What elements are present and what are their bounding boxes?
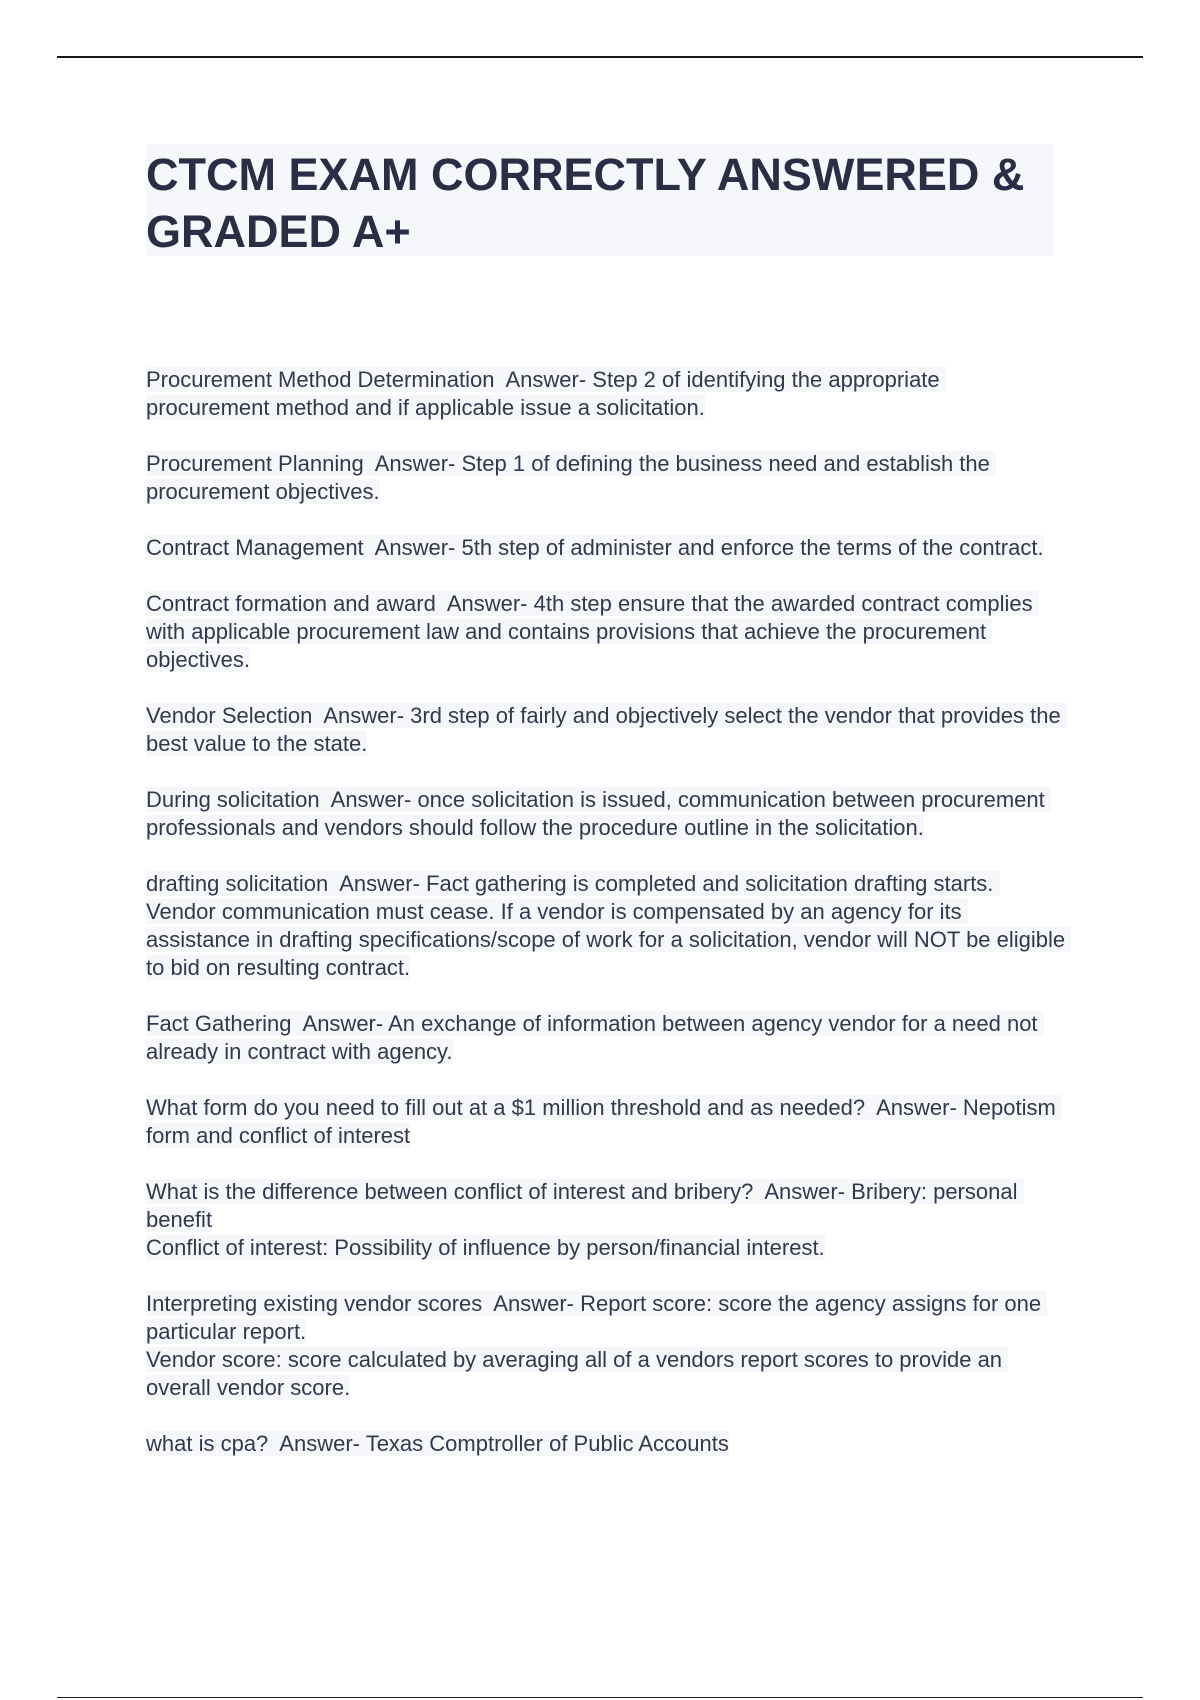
- bottom-rule: [57, 1697, 1143, 1698]
- qa-item: Contract Management Answer- 5th step of administer and enforce the terms of the contract.: [146, 535, 1044, 560]
- top-rule: [57, 56, 1143, 58]
- document-title: CTCM EXAM CORRECTLY ANSWERED & GRADED A+: [146, 149, 1025, 257]
- qa-list: [146, 366, 1072, 1486]
- qa-item: Contract formation and award Answer- 4th step ensure that the awarded contract complies with applicable procurement law and contains provisions that achieve the procurement objectives.: [146, 591, 1039, 672]
- qa-item: Vendor Selection Answer- 3rd step of fairly and objectively select the vendor that provides the best value to the state.: [146, 703, 1067, 756]
- qa-item: what is cpa? Answer- Texas Comptroller of Public Accounts: [146, 1431, 729, 1456]
- qa-item: Procurement Planning Answer- Step 1 of defining the business need and establish the procurement objectives.: [146, 451, 996, 504]
- qa-item: What form do you need to fill out at a $1 million threshold and as needed? Answer- Nepotism form and conflict of interest: [146, 1095, 1062, 1148]
- qa-item: Procurement Method Determination Answer- Step 2 of identifying the appropriate procurement method and if applicable issue a solicitation.: [146, 367, 946, 420]
- qa-item: During solicitation Answer- once solicitation is issued, communication between procurement professionals and vendors should follow the procedure outline in the solicitation.: [146, 787, 1051, 840]
- qa-item: Interpreting existing vendor scores Answer- Report score: score the agency assigns for one particular report. Vendor score: score calculated by averaging all of a vendors report scores to provide an overall vendor score.: [146, 1290, 1066, 1402]
- qa-item: Fact Gathering Answer- An exchange of information between agency vendor for a need not already in contract with agency.: [146, 1011, 1044, 1064]
- qa-item: What is the difference between conflict of interest and bribery? Answer- Bribery: personal benefit Conflict of interest: Possibility of influence by person/financial interest.: [146, 1178, 1066, 1262]
- qa-item: drafting solicitation Answer- Fact gathering is completed and solicitation drafting starts. Vendor communication must cease. If a vendor is compensated by an agency for its assistance in drafting specifications/scope of work for a solicitation, vendor will NOT be eligible to bid on resulting contract.: [146, 871, 1072, 980]
